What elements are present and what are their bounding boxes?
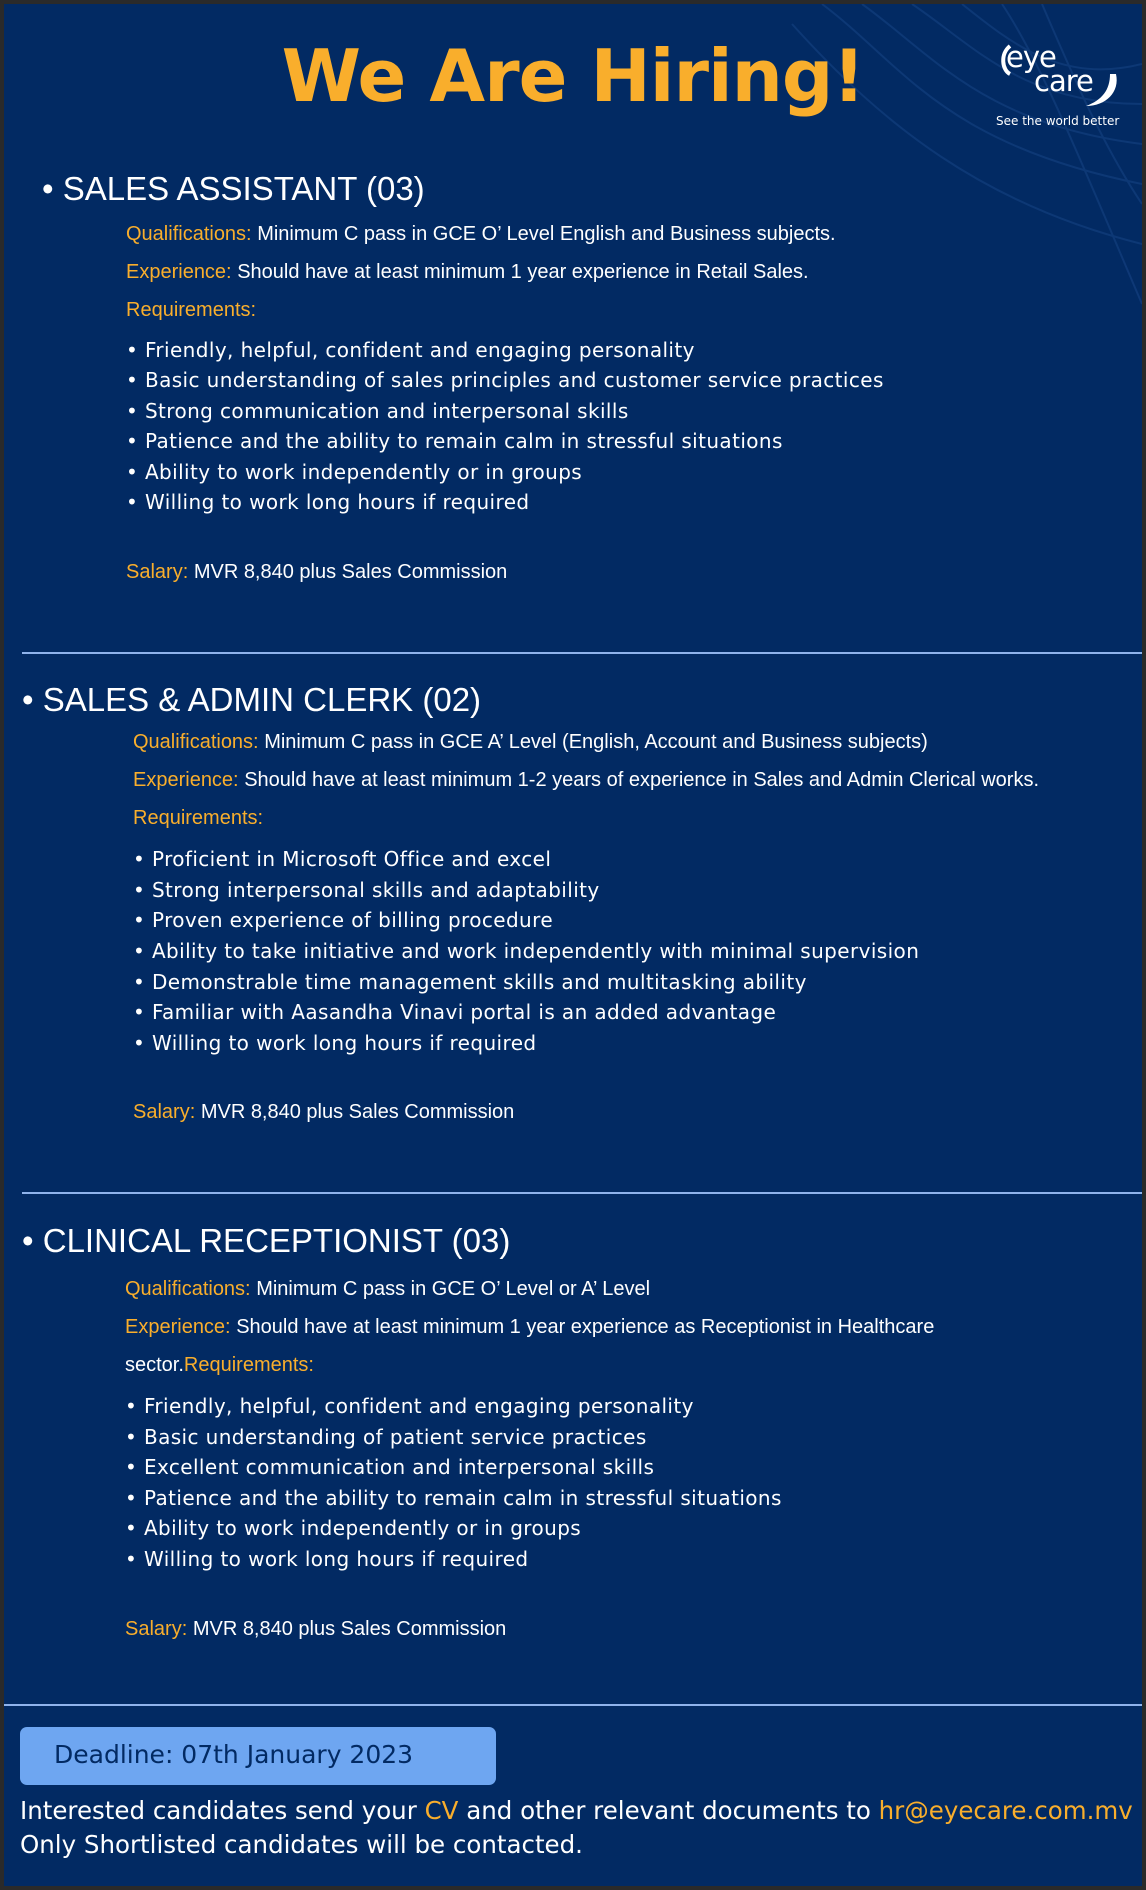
experience-label: Experience: bbox=[125, 1316, 231, 1338]
experience-label: Experience: bbox=[126, 261, 232, 283]
requirement-item: • Willing to work long hours if required bbox=[125, 1547, 529, 1571]
salary-line bbox=[125, 1618, 506, 1641]
apply-cv: CV bbox=[424, 1796, 459, 1825]
footer-divider bbox=[4, 1704, 1142, 1706]
salary-label: Salary: bbox=[125, 1618, 188, 1640]
experience-label: Experience: bbox=[133, 769, 239, 791]
salary-label: Salary: bbox=[126, 561, 189, 583]
experience-continued-line bbox=[125, 1354, 314, 1377]
job-title-clinical-receptionist: • CLINICAL RECEPTIONIST (03) bbox=[22, 1222, 511, 1259]
qualifications-line bbox=[125, 1278, 650, 1301]
salary-label: Salary: bbox=[133, 1101, 196, 1123]
requirement-item: • Willing to work long hours if required bbox=[133, 1031, 537, 1055]
salary-text: MVR 8,840 plus Sales Commission bbox=[192, 1618, 507, 1640]
qualifications-label: Qualifications: bbox=[126, 223, 252, 245]
requirement-item: • Basic understanding of sales principles and customer service practices bbox=[126, 368, 884, 392]
salary-text: MVR 8,840 plus Sales Commission bbox=[193, 561, 508, 583]
experience-text: Should have at least minimum 1 year experience in Retail Sales. bbox=[237, 261, 809, 283]
job-title-sales-assistant: • SALES ASSISTANT (03) bbox=[42, 170, 425, 207]
apply-middle: and other relevant documents to bbox=[458, 1796, 879, 1825]
requirement-item: • Ability to work independently or in groups bbox=[125, 1516, 582, 1540]
requirement-item: • Willing to work long hours if required bbox=[126, 490, 530, 514]
requirement-item: • Basic understanding of patient service practices bbox=[125, 1425, 647, 1449]
qualifications-line bbox=[133, 731, 928, 754]
job-title-text: CLINICAL RECEPTIONIST (03) bbox=[42, 1222, 511, 1259]
salary-text: MVR 8,840 plus Sales Commission bbox=[200, 1101, 515, 1123]
requirements-label: Requirements: bbox=[126, 299, 257, 321]
requirements-label: Requirements: bbox=[183, 1354, 314, 1376]
logo-text-eye: eye bbox=[1006, 40, 1056, 74]
job-title-text: SALES & ADMIN CLERK (02) bbox=[42, 681, 482, 718]
salary-line bbox=[133, 1101, 514, 1124]
qualifications-label: Qualifications: bbox=[133, 731, 259, 753]
requirement-item: • Strong communication and interpersonal skills bbox=[126, 399, 629, 423]
salary-line bbox=[126, 561, 507, 584]
deadline-badge: Deadline: 07th January 2023 bbox=[20, 1727, 496, 1785]
requirement-item: • Strong interpersonal skills and adaptability bbox=[133, 878, 600, 902]
section-divider bbox=[22, 1192, 1142, 1194]
experience-text-continued: sector. bbox=[125, 1354, 184, 1376]
eyecare-logo bbox=[996, 40, 1126, 132]
apply-instructions bbox=[20, 1796, 1133, 1825]
requirement-item: • Proven experience of billing procedure bbox=[133, 908, 554, 932]
experience-text: Should have at least minimum 1-2 years of experience in Sales and Admin Clerical works. bbox=[244, 769, 1040, 791]
hiring-headline: We Are Hiring! bbox=[281, 34, 865, 118]
requirements-label: Requirements: bbox=[133, 807, 264, 829]
requirement-item: • Ability to take initiative and work independently with minimal supervision bbox=[133, 939, 920, 963]
job-poster bbox=[4, 4, 1142, 1886]
qualifications-text: Minimum C pass in GCE O’ Level or A’ Level bbox=[256, 1278, 651, 1300]
qualifications-line bbox=[126, 223, 836, 246]
section-divider bbox=[22, 652, 1142, 654]
requirement-item: • Demonstrable time management skills and multitasking ability bbox=[133, 970, 807, 994]
requirement-item: • Proficient in Microsoft Office and excel bbox=[133, 847, 552, 871]
qualifications-label: Qualifications: bbox=[125, 1278, 251, 1300]
requirement-item: • Patience and the ability to remain calm in stressful situations bbox=[126, 429, 783, 453]
requirement-item: • Ability to work independently or in groups bbox=[126, 460, 583, 484]
experience-line bbox=[126, 261, 809, 284]
shortlist-note: Only Shortlisted candidates will be contacted. bbox=[20, 1830, 583, 1859]
requirement-item: • Friendly, helpful, confident and engaging personality bbox=[126, 338, 695, 362]
apply-email-link[interactable]: hr@eyecare.com.mv bbox=[878, 1796, 1133, 1825]
requirement-item: • Friendly, helpful, confident and engaging personality bbox=[125, 1394, 694, 1418]
experience-line bbox=[125, 1316, 934, 1339]
requirement-item: • Patience and the ability to remain calm in stressful situations bbox=[125, 1486, 782, 1510]
experience-text: Should have at least minimum 1 year experience as Receptionist in Healthcare bbox=[236, 1316, 935, 1338]
job-title-text: SALES ASSISTANT (03) bbox=[62, 170, 425, 207]
qualifications-text: Minimum C pass in GCE A’ Level (English, Account and Business subjects) bbox=[264, 731, 928, 753]
job-title-sales-admin-clerk: • SALES & ADMIN CLERK (02) bbox=[22, 681, 482, 718]
experience-line bbox=[133, 769, 1039, 792]
logo-text-care: care bbox=[1034, 64, 1093, 98]
requirement-item: • Excellent communication and interpersonal skills bbox=[125, 1455, 655, 1479]
qualifications-text: Minimum C pass in GCE O’ Level English and Business subjects. bbox=[257, 223, 836, 245]
requirement-item: • Familiar with Aasandha Vinavi portal is an added advantage bbox=[133, 1000, 777, 1024]
logo-tagline: See the world better bbox=[996, 114, 1120, 128]
apply-prefix: Interested candidates send your bbox=[20, 1796, 425, 1825]
